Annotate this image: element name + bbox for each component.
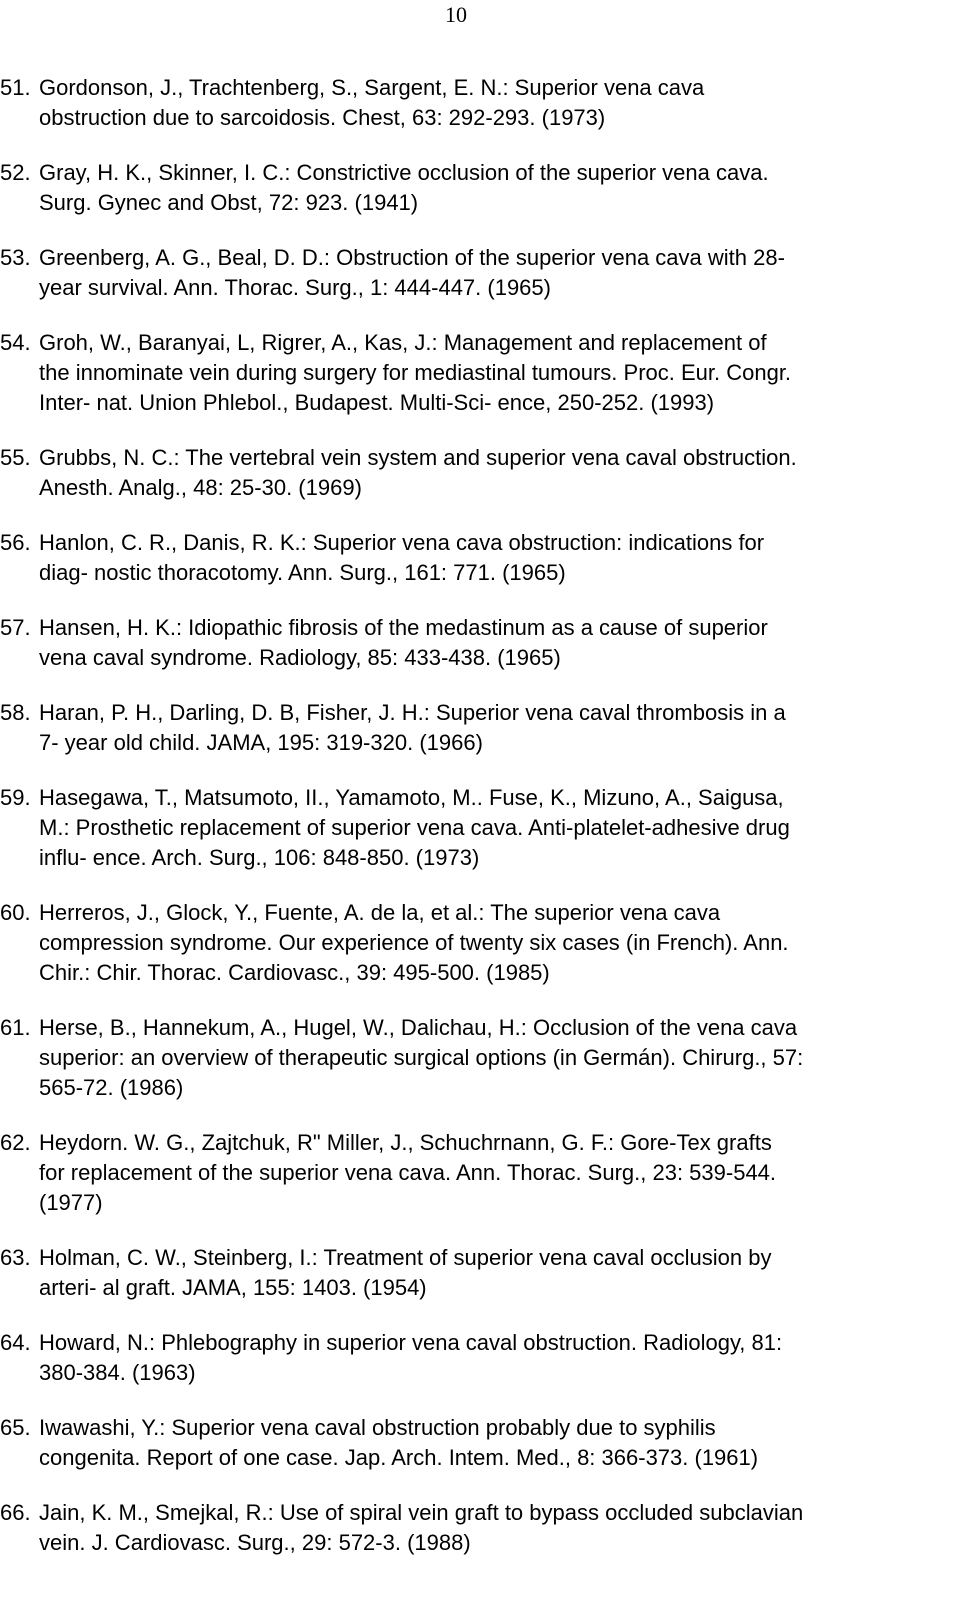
- reference-text: Groh, W., Baranyai, L, Rigrer, A., Kas, J.: Management and replacement of the innominate vein during surgery for mediastinal tumours. Proc. Eur. Congr. Inter- nat. Union Phlebol., Budapest. Multi-Sci- ence, 250-252. (1993): [39, 330, 792, 415]
- reference-text: Holman, C. W., Steinberg, I.: Treatment of superior vena caval occlusion by arteri- al graft. JAMA, 155: 1403. (1954): [39, 1245, 772, 1300]
- reference-number: 55.: [0, 445, 31, 470]
- reference-number: 58.: [0, 700, 31, 725]
- reference-text: Hanlon, C. R., Danis, R. K.: Superior vena cava obstruction: indications for diag- nostic thoracotomy. Ann. Surg., 161: 771. (1965): [39, 530, 765, 585]
- reference-text: Greenberg, A. G., Beal, D. D.: Obstruction of the superior vena cava with 28- year survival. Ann. Thorac. Surg., 1: 444-447. (1965): [39, 245, 785, 300]
- reference-text: Gordonson, J., Trachtenberg, S., Sargent, E. N.: Superior vena cava obstruction due to sarcoidosis. Chest, 63: 292-293. (1973): [39, 75, 705, 130]
- reference-item: [0, 1128, 919, 1218]
- reference-text: Haran, P. H., Darling, D. B, Fisher, J. H.: Superior vena caval thrombosis in a 7- year old child. JAMA, 195: 319-320. (1966): [39, 700, 786, 755]
- reference-number: 56.: [0, 530, 31, 555]
- reference-item: [0, 1013, 919, 1103]
- reference-number: 62.: [0, 1130, 31, 1155]
- reference-number: 63.: [0, 1245, 31, 1270]
- reference-number: 60.: [0, 900, 31, 925]
- reference-number: 53.: [0, 245, 31, 270]
- reference-item: [0, 73, 919, 133]
- reference-item: [0, 328, 919, 418]
- reference-number: 64.: [0, 1330, 31, 1355]
- reference-item: [0, 698, 919, 758]
- reference-number: 57.: [0, 615, 31, 640]
- reference-item: [0, 528, 919, 588]
- reference-number: 61.: [0, 1015, 31, 1040]
- reference-text: Howard, N.: Phlebography in superior vena caval obstruction. Radiology, 81: 380-384. (1963): [39, 1330, 783, 1385]
- reference-number: 65.: [0, 1415, 31, 1440]
- reference-text: Herse, B., Hannekum, A., Hugel, W., Dalichau, H.: Occlusion of the vena cava superior: an overview of therapeutic surgical options (in Germán). Chirurg., 57: 565-72. (1986): [39, 1015, 804, 1100]
- page-number: 10: [445, 2, 467, 27]
- reference-item: [0, 1498, 919, 1558]
- reference-item: [0, 613, 919, 673]
- reference-text: Grubbs, N. C.: The vertebral vein system and superior vena caval obstruction. Anesth. Analg., 48: 25-30. (1969): [39, 445, 797, 500]
- reference-item: [0, 783, 919, 873]
- reference-item: [0, 243, 919, 303]
- reference-number: 66.: [0, 1500, 31, 1525]
- reference-number: 59.: [0, 785, 31, 810]
- reference-text: Iwawashi, Y.: Superior vena caval obstruction probably due to syphilis congenita. Report of one case. Jap. Arch. Intem. Med., 8: 366-373. (1961): [39, 1415, 759, 1470]
- reference-text: Hansen, H. K.: Idiopathic fibrosis of the medastinum as a cause of superior vena caval syndrome. Radiology, 85: 433-438. (1965): [39, 615, 768, 670]
- reference-text: Herreros, J., Glock, Y., Fuente, A. de la, et al.: The superior vena cava compression syndrome. Our experience of twenty six cases (in French). Ann. Chir.: Chir. Thorac. Cardiovasc., 39: 495-500. (1985): [39, 900, 789, 985]
- reference-text: Heydorn. W. G., Zajtchuk, R" Miller, J., Schuchrnann, G. F.: Gore-Tex grafts for replacement of the superior vena cava. Ann. Thorac. Surg., 23: 539-544. (1977): [39, 1130, 777, 1215]
- reference-text: Gray, H. K., Skinner, I. C.: Constrictive occlusion of the superior vena cava. Surg. Gynec and Obst, 72: 923. (1941): [39, 160, 769, 215]
- reference-number: 51.: [0, 75, 31, 100]
- reference-item: [0, 1243, 919, 1303]
- reference-number: 54.: [0, 330, 31, 355]
- reference-number: 52.: [0, 160, 31, 185]
- reference-text: Hasegawa, T., Matsumoto, II., Yamamoto, M.. Fuse, K., Mizuno, A., Saigusa, M.: Prosthetic replacement of superior vena cava. Anti-platelet-adhesive drug influ- ence. Arch. Surg., 106: 848-850. (1973): [39, 785, 790, 870]
- reference-text: Jain, K. M., Smejkal, R.: Use of spiral vein graft to bypass occluded subclavian vein. J. Cardiovasc. Surg., 29: 572-3. (1988): [39, 1500, 804, 1555]
- reference-item: [0, 898, 919, 988]
- reference-list: [0, 73, 960, 1583]
- reference-item: [0, 1413, 919, 1473]
- reference-item: [0, 1328, 919, 1388]
- reference-item: [0, 443, 919, 503]
- reference-item: [0, 158, 919, 218]
